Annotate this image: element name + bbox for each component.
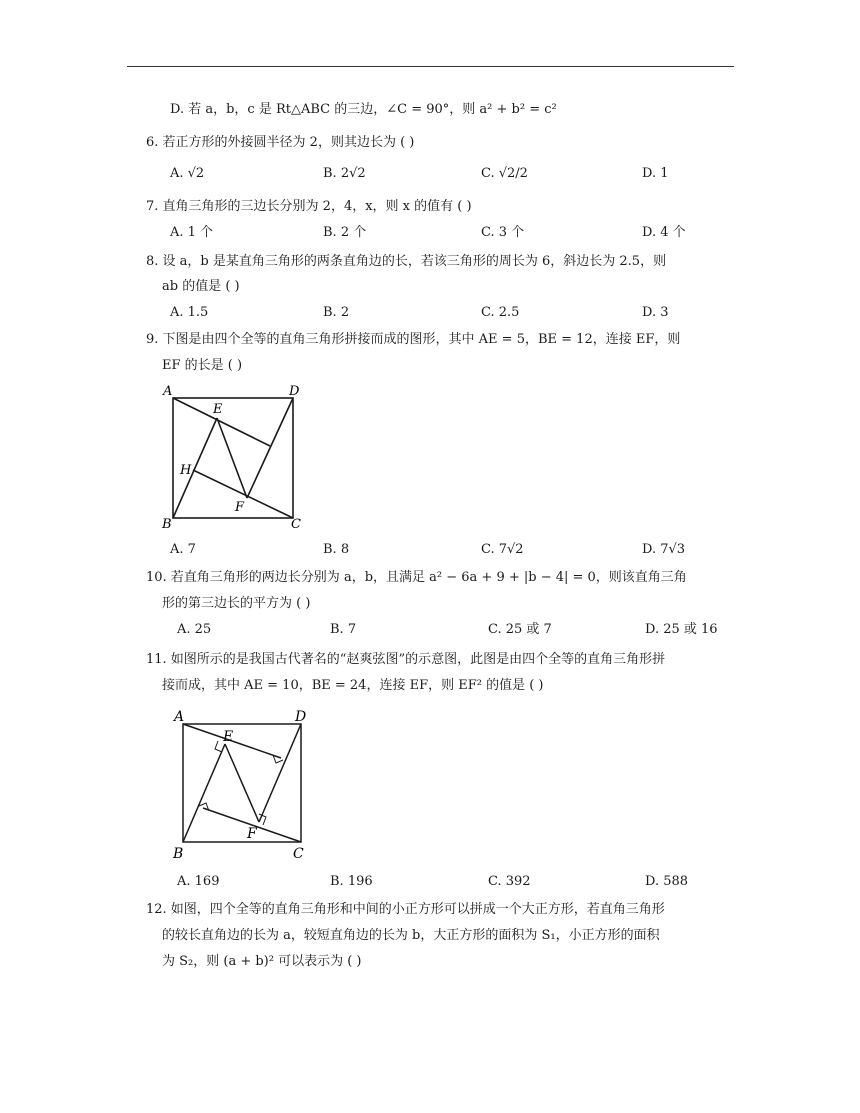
q9-option-b: B. 8 xyxy=(323,542,350,557)
q8-option-c: C. 2.5 xyxy=(481,305,520,320)
q11-label-b: B xyxy=(173,846,184,862)
q10-option-d: D. 25 或 16 xyxy=(645,622,718,637)
q5-option-d: D. 若 a，b，c 是 Rt△ABC 的三边，∠C = 90°，则 a² + b² = c² xyxy=(170,102,557,117)
q9-label-c: C xyxy=(291,517,301,532)
q10-option-c: C. 25 或 7 xyxy=(488,622,552,637)
q9-label-d: D xyxy=(289,384,300,399)
q6-option-c: C. √2/2 xyxy=(481,166,528,181)
q8-option-b: B. 2 xyxy=(323,305,350,320)
q8-stem-line1: 8. 设 a，b 是某直角三角形的两条直角边的长，若该三角形的周长为 6，斜边长为 2.5，则 xyxy=(146,254,667,269)
q11-option-d: D. 588 xyxy=(645,874,689,889)
q9-label-f: F xyxy=(235,500,245,515)
q9-segment-dc-triangle xyxy=(247,398,293,498)
header-rule xyxy=(127,66,734,67)
q7-stem: 7. 直角三角形的三边长分别为 2，4，x，则 x 的值有 ( ) xyxy=(146,199,472,214)
q7-option-b: B. 2 个 xyxy=(323,225,367,240)
q9-label-a: A xyxy=(163,384,173,399)
q10-stem-line2: 形的第三边长的平方为 ( ) xyxy=(162,596,311,611)
q7-option-c: C. 3 个 xyxy=(481,225,525,240)
q10-stem-line1: 10. 若直角三角形的两边长分别为 a，b，且满足 a² − 6a + 9 + |b − 4| = 0，则该直角三角 xyxy=(146,570,687,585)
q11-segment-ef xyxy=(225,744,259,822)
q9-figure xyxy=(155,378,315,533)
q11-label-f: F xyxy=(247,826,257,842)
q12-stem-line1: 12. 如图，四个全等的直角三角形和中间的小正方形可以拼成一个大正方形，若直角三角形 xyxy=(146,902,665,917)
q9-stem-line2: EF 的长是 ( ) xyxy=(162,358,243,373)
q9-option-c: C. 7√2 xyxy=(481,542,524,557)
q11-label-c: C xyxy=(293,846,304,862)
q6-option-a: A. √2 xyxy=(170,166,205,181)
q8-option-a: A. 1.5 xyxy=(170,305,209,320)
q10-option-a: A. 25 xyxy=(177,622,212,637)
q9-label-b: B xyxy=(162,517,172,532)
q9-outer-square xyxy=(173,398,293,518)
q11-figure xyxy=(165,700,320,865)
q11-option-b: B. 196 xyxy=(330,874,373,889)
q11-segment-ba-triangle xyxy=(183,744,225,842)
q11-label-d: D xyxy=(295,709,307,725)
q11-label-e: E xyxy=(223,729,234,745)
q9-segment-ef xyxy=(217,418,247,498)
q11-label-a: A xyxy=(174,709,185,725)
q11-stem-line2: 接而成，其中 AE = 10，BE = 24，连接 EF，则 EF² 的值是 ( ) xyxy=(162,678,544,693)
q7-option-d: D. 4 个 xyxy=(642,225,686,240)
q12-stem-line2: 的较长直角边的长为 a，较短直角边的长为 b，大正方形的面积为 S₁，小正方形的面积 xyxy=(162,928,660,943)
q9-stem-line1: 9. 下图是由四个全等的直角三角形拼接而成的图形，其中 AE = 5，BE = 12，连接 EF，则 xyxy=(146,332,681,347)
q6-stem: 6. 若正方形的外接圆半径为 2，则其边长为 ( ) xyxy=(146,135,415,150)
q11-option-a: A. 169 xyxy=(177,874,220,889)
q9-label-e: E xyxy=(213,402,223,417)
q12-stem-line3: 为 S₂，则 (a + b)² 可以表示为 ( ) xyxy=(162,954,362,969)
q9-option-a: A. 7 xyxy=(170,542,196,557)
q6-option-b: B. 2√2 xyxy=(323,166,366,181)
q8-option-d: D. 3 xyxy=(642,305,669,320)
q6-option-d: D. 1 xyxy=(642,166,669,181)
q9-option-d: D. 7√3 xyxy=(642,542,686,557)
q11-option-c: C. 392 xyxy=(488,874,531,889)
q9-label-h: H xyxy=(180,463,192,478)
q11-stem-line1: 11. 如图所示的是我国古代著名的“赵爽弦图”的示意图，此图是由四个全等的直角三角形拼 xyxy=(146,652,666,667)
q8-stem-line2: ab 的值是 ( ) xyxy=(162,279,240,294)
q11-segment-dc-triangle xyxy=(259,724,301,822)
q10-option-b: B. 7 xyxy=(330,622,357,637)
q7-option-a: A. 1 个 xyxy=(170,225,214,240)
